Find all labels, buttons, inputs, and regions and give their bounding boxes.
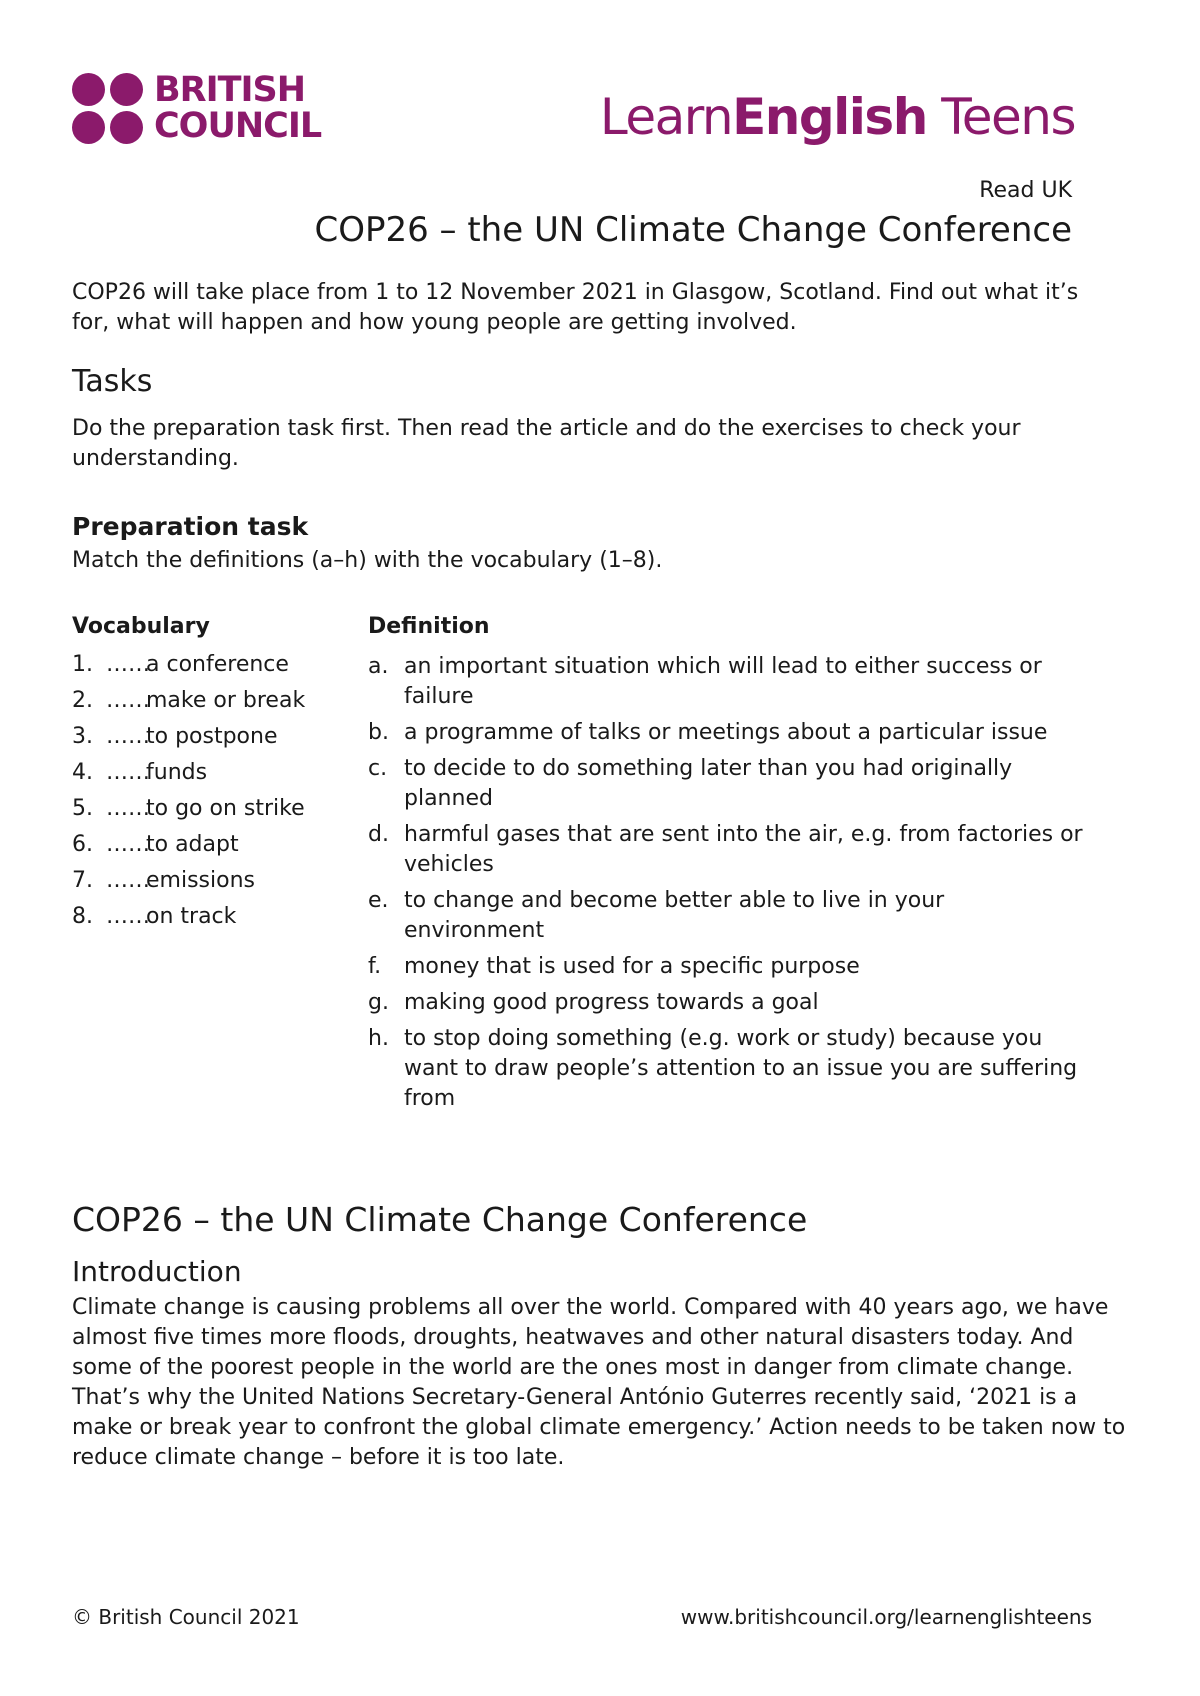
tasks-text: Do the preparation task first. Then read the article and do the exercises to check your understanding.	[72, 416, 1021, 471]
british-council-wordmark	[154, 72, 321, 144]
definition-heading: Definition	[368, 614, 490, 639]
logo-dot	[72, 73, 105, 106]
list-item: d. harmful gases that are sent into the air, e.g. from factories or vehicles	[368, 822, 1083, 877]
introduction-heading: Introduction	[72, 1255, 242, 1288]
page-title: COP26 – the UN Climate Change Conference	[314, 210, 1072, 250]
footer-url[interactable]: www.britishcouncil.org/learnenglishteens	[680, 1605, 1092, 1629]
list-item: 1. …… a conference	[72, 652, 289, 677]
list-item: 8. …… on track	[72, 904, 237, 929]
british-council-dots-icon	[72, 73, 143, 144]
copyright-footer: © British Council 2021	[72, 1605, 300, 1629]
logo-dot	[72, 111, 105, 144]
logo-teens: Teens	[926, 88, 1075, 146]
introduction-text: Climate change is causing problems all over the world. Compared with 40 years ago, we have almost five times more floods, droughts, heatwaves and other natural disasters today. And some of the poorest people in the world are the ones most in danger from climate change. That’s why the United Nations Secretary-General António Guterres recently said, ‘2021 is a make or break year to confront the global climate emergency.’ Action needs to be taken now to reduce climate change – before it is too late.	[72, 1295, 1126, 1470]
list-item: 4. …… funds	[72, 760, 208, 785]
list-item: c. to decide to do something later than you had originally planned	[368, 756, 1013, 811]
tasks-heading: Tasks	[72, 364, 153, 399]
list-item: 3. …… to postpone	[72, 724, 278, 749]
learnenglish-teens-logo	[600, 88, 1075, 146]
british-council-logo	[72, 72, 321, 144]
list-item: h. to stop doing something (e.g. work or study) because you want to draw people’s attention to an issue you are suffering from	[368, 1026, 1078, 1111]
logo-english: English	[732, 88, 927, 146]
logo-learn: Learn	[599, 88, 733, 146]
list-item: 7. …… emissions	[72, 868, 255, 893]
intro-paragraph: COP26 will take place from 1 to 12 November 2021 in Glasgow, Scotland. Find out what it’s for, what will happen and how young people are getting involved.	[72, 280, 1079, 335]
article-title: COP26 – the UN Climate Change Conference	[72, 1200, 808, 1239]
list-item: g. making good progress towards a goal	[368, 990, 819, 1015]
logo-dot	[110, 111, 143, 144]
wordmark-line1: BRITISH	[154, 70, 306, 110]
list-item: e. to change and become better able to live in your environment	[368, 888, 945, 943]
logo-dot	[110, 73, 143, 106]
list-item: a. an important situation which will lead to either success or failure	[368, 654, 1042, 709]
list-item: 5. …… to go on strike	[72, 796, 305, 821]
vocabulary-heading: Vocabulary	[72, 614, 210, 639]
vocabulary-list	[72, 652, 305, 940]
definition-list	[368, 652, 1088, 1120]
list-item: 6. …… to adapt	[72, 832, 239, 857]
list-item: 2. …… make or break	[72, 688, 306, 713]
wordmark-line2: COUNCIL	[154, 106, 322, 146]
list-item: b. a programme of talks or meetings about a particular issue	[368, 720, 1048, 745]
preparation-instruction: Match the definitions (a–h) with the vocabulary (1–8).	[72, 548, 663, 573]
list-item: f. money that is used for a specific purpose	[368, 954, 860, 979]
preparation-heading: Preparation task	[72, 512, 309, 541]
section-label: Read UK	[979, 178, 1072, 203]
